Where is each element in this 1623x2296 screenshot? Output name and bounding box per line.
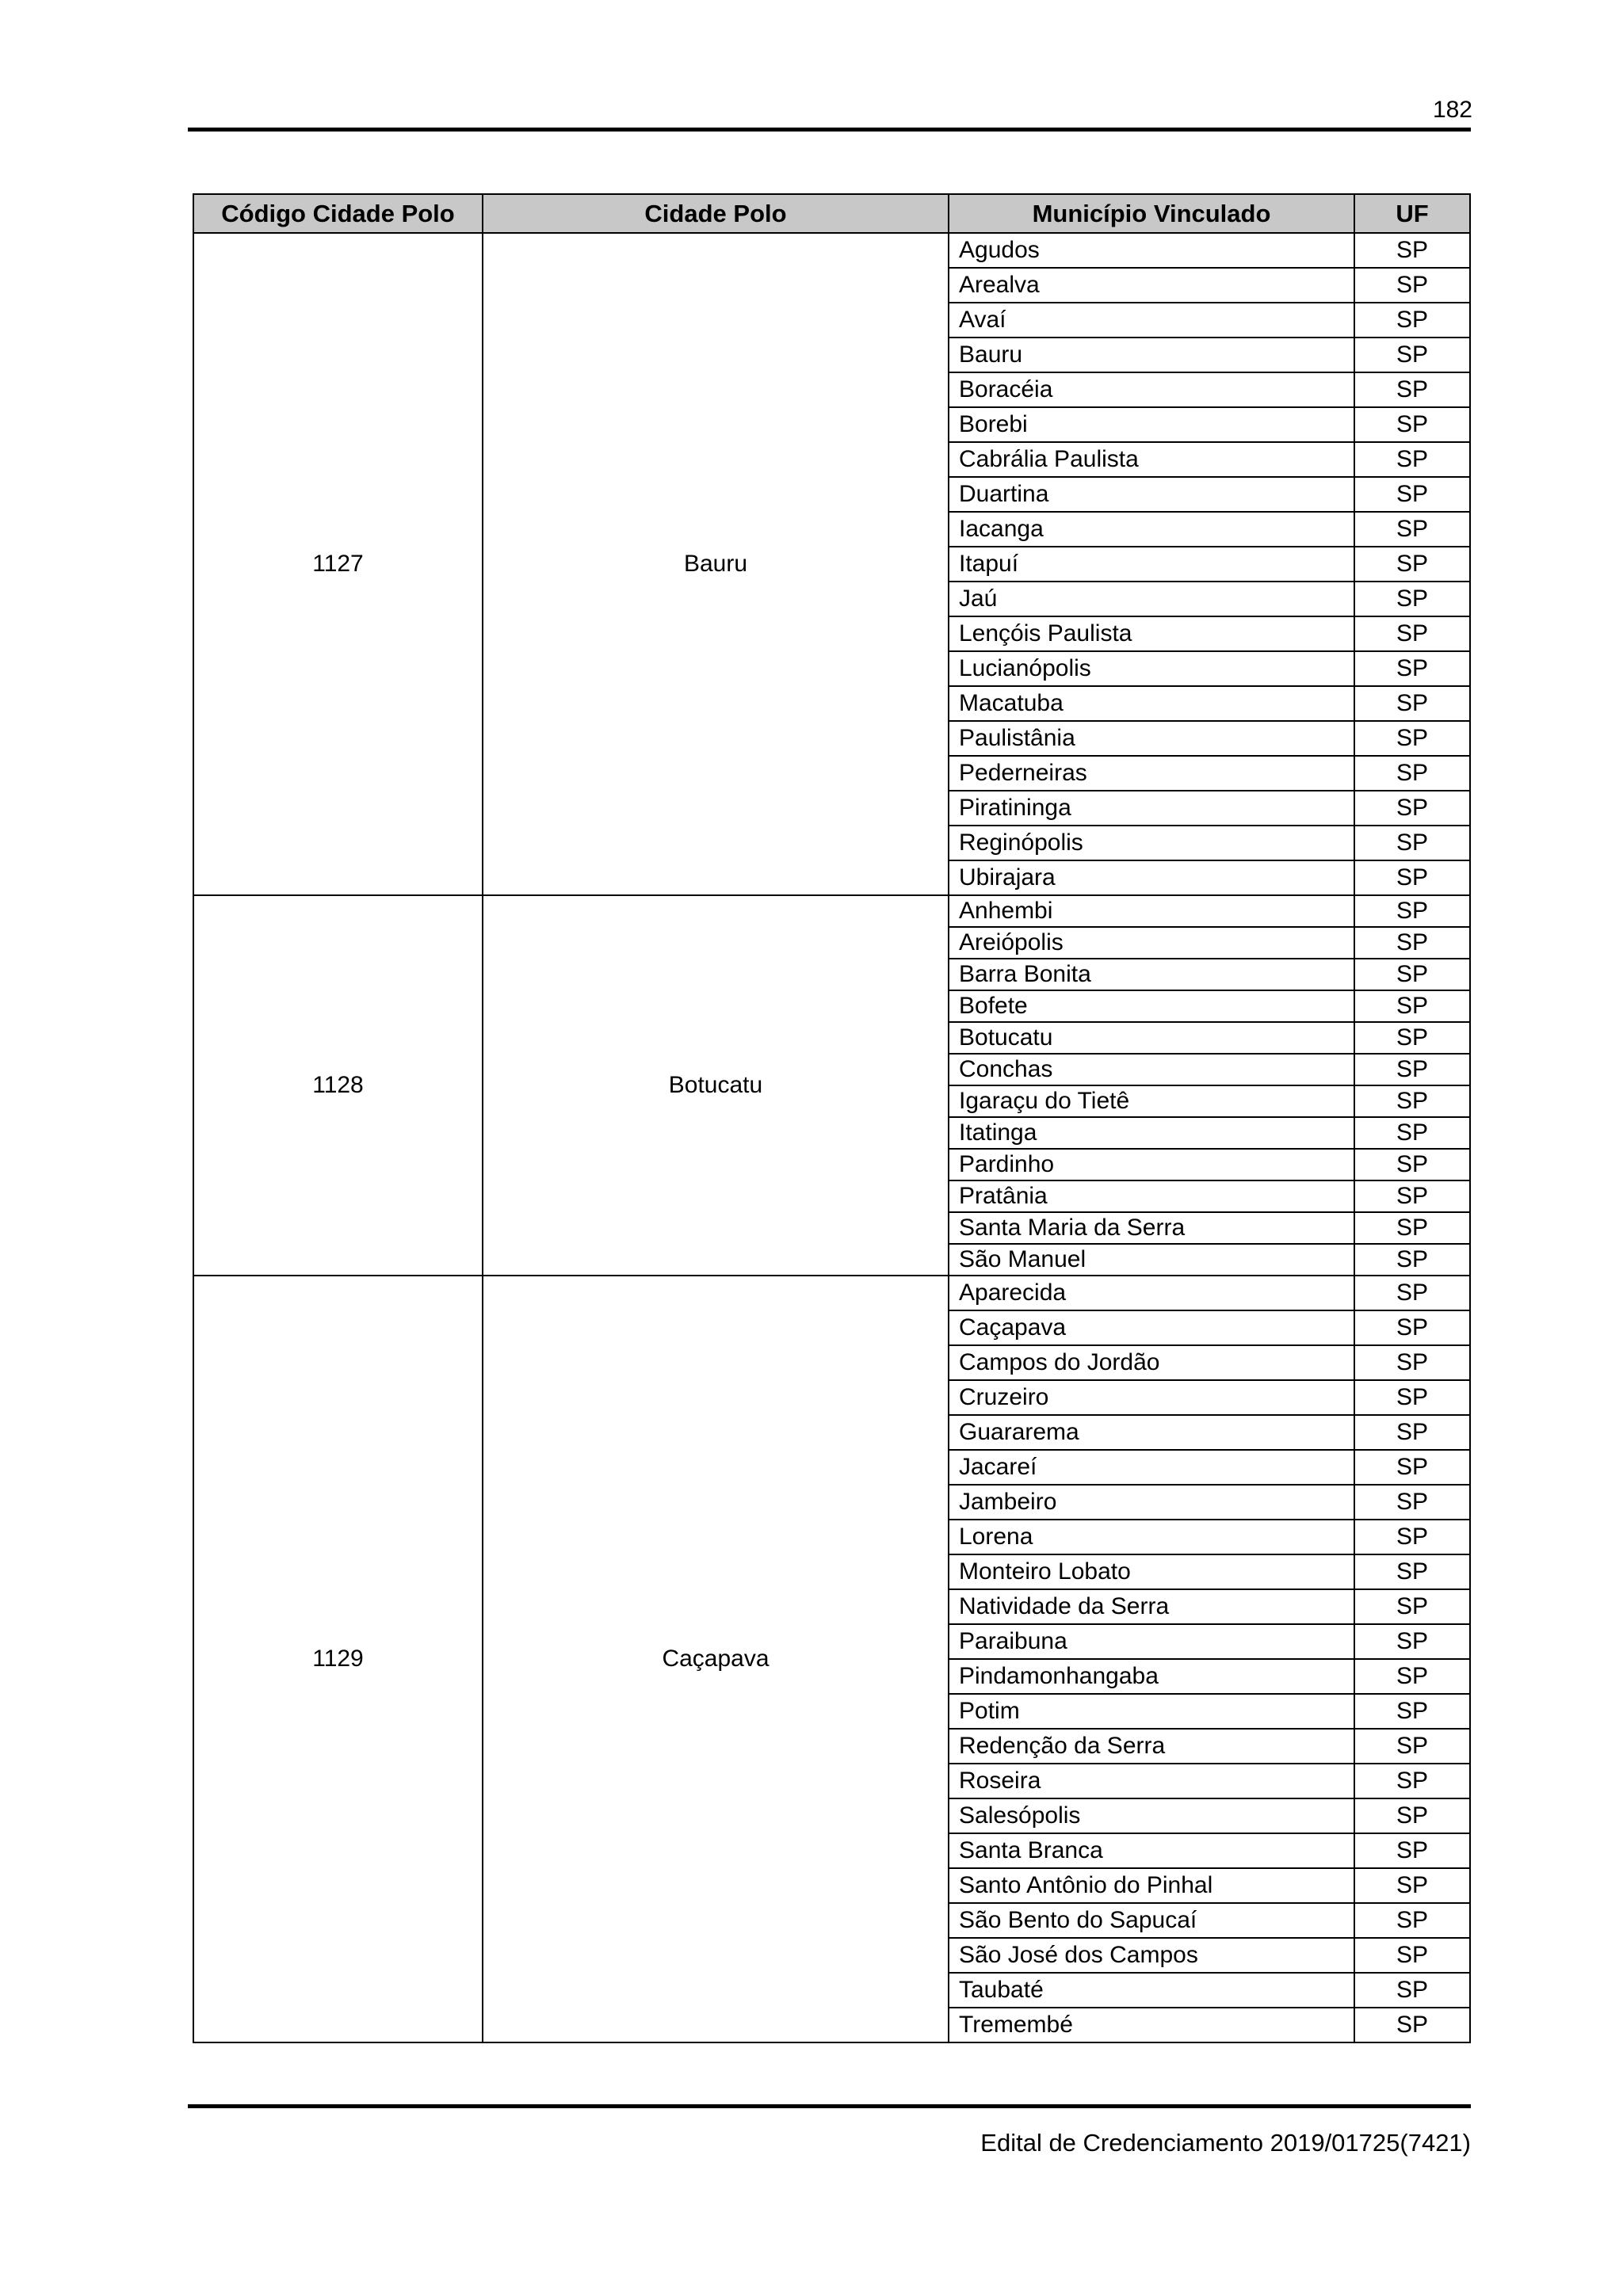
cell-municipio: Tremembé	[949, 2008, 1354, 2042]
cell-uf: SP	[1354, 1833, 1470, 1868]
cell-uf: SP	[1354, 582, 1470, 616]
cell-uf: SP	[1354, 756, 1470, 791]
cell-uf: SP	[1354, 233, 1470, 268]
cell-uf: SP	[1354, 1415, 1470, 1450]
cell-uf: SP	[1354, 1659, 1470, 1694]
cell-uf: SP	[1354, 1973, 1470, 2008]
cell-uf: SP	[1354, 1764, 1470, 1798]
cell-municipio: Duartina	[949, 477, 1354, 512]
cell-municipio: Campos do Jordão	[949, 1345, 1354, 1380]
cell-municipio: Igaraçu do Tietê	[949, 1085, 1354, 1117]
cell-uf: SP	[1354, 303, 1470, 338]
cell-uf: SP	[1354, 1485, 1470, 1520]
cell-municipio: Avaí	[949, 303, 1354, 338]
table-header	[193, 194, 1470, 233]
header-rule	[188, 128, 1471, 132]
cell-municipio: Cruzeiro	[949, 1380, 1354, 1415]
cell-cidade-polo: Bauru	[483, 233, 949, 895]
cell-municipio: Salesópolis	[949, 1798, 1354, 1833]
cell-uf: SP	[1354, 721, 1470, 756]
cell-codigo-cidade-polo: 1127	[193, 233, 483, 895]
cell-municipio: Pederneiras	[949, 756, 1354, 791]
cell-municipio: Caçapava	[949, 1310, 1354, 1345]
cell-uf: SP	[1354, 1149, 1470, 1180]
table-body	[193, 233, 1470, 2042]
cell-uf: SP	[1354, 1085, 1470, 1117]
cell-uf: SP	[1354, 1868, 1470, 1903]
cell-municipio: Aparecida	[949, 1276, 1354, 1310]
cell-uf: SP	[1354, 1380, 1470, 1415]
cell-uf: SP	[1354, 338, 1470, 372]
cell-uf: SP	[1354, 1938, 1470, 1973]
cell-uf: SP	[1354, 1276, 1470, 1310]
cell-uf: SP	[1354, 2008, 1470, 2042]
cell-municipio: Redenção da Serra	[949, 1729, 1354, 1764]
header-row	[193, 194, 1470, 233]
cell-uf: SP	[1354, 1554, 1470, 1589]
cell-municipio: São Manuel	[949, 1244, 1354, 1276]
cell-uf: SP	[1354, 1022, 1470, 1054]
cell-uf: SP	[1354, 927, 1470, 959]
cell-municipio: Anhembi	[949, 895, 1354, 927]
cell-municipio: Paraibuna	[949, 1624, 1354, 1659]
footer-text: Edital de Credenciamento 2019/01725(7421)	[980, 2129, 1471, 2157]
cell-municipio: Pardinho	[949, 1149, 1354, 1180]
cell-municipio: Roseira	[949, 1764, 1354, 1798]
cell-uf: SP	[1354, 1694, 1470, 1729]
polo-municipios-table	[193, 193, 1471, 2043]
cell-codigo-cidade-polo: 1129	[193, 1276, 483, 2042]
cell-municipio: Itatinga	[949, 1117, 1354, 1149]
cell-municipio: Jacareí	[949, 1450, 1354, 1485]
cell-municipio: Lorena	[949, 1520, 1354, 1554]
cell-municipio: Bofete	[949, 990, 1354, 1022]
cell-municipio: São Bento do Sapucaí	[949, 1903, 1354, 1938]
cell-municipio: Conchas	[949, 1054, 1354, 1085]
page-number: 182	[1432, 97, 1472, 123]
cell-uf: SP	[1354, 407, 1470, 442]
cell-municipio: Botucatu	[949, 1022, 1354, 1054]
cell-municipio: Natividade da Serra	[949, 1589, 1354, 1624]
cell-municipio: Boracéia	[949, 372, 1354, 407]
header-cidade-polo: Cidade Polo	[483, 194, 949, 233]
cell-uf: SP	[1354, 1450, 1470, 1485]
footer-rule	[188, 2104, 1471, 2108]
header-municipio-vinculado: Município Vinculado	[949, 194, 1354, 233]
cell-municipio: Iacanga	[949, 512, 1354, 547]
cell-uf: SP	[1354, 268, 1470, 303]
cell-municipio: Piratininga	[949, 791, 1354, 826]
cell-municipio: Pindamonhangaba	[949, 1659, 1354, 1694]
cell-municipio: Arealva	[949, 268, 1354, 303]
cell-municipio: Pratânia	[949, 1180, 1354, 1212]
cell-municipio: Itapuí	[949, 547, 1354, 582]
cell-municipio: Bauru	[949, 338, 1354, 372]
table-row	[193, 233, 1470, 268]
cell-municipio: São José dos Campos	[949, 1938, 1354, 1973]
cell-uf: SP	[1354, 372, 1470, 407]
cell-municipio: Jambeiro	[949, 1485, 1354, 1520]
cell-municipio: Jaú	[949, 582, 1354, 616]
cell-uf: SP	[1354, 1729, 1470, 1764]
cell-municipio: Santo Antônio do Pinhal	[949, 1868, 1354, 1903]
cell-cidade-polo: Botucatu	[483, 895, 949, 1276]
cell-municipio: Borebi	[949, 407, 1354, 442]
cell-uf: SP	[1354, 1180, 1470, 1212]
cell-uf: SP	[1354, 686, 1470, 721]
cell-municipio: Macatuba	[949, 686, 1354, 721]
table-row	[193, 1276, 1470, 1310]
cell-uf: SP	[1354, 477, 1470, 512]
cell-municipio: Guararema	[949, 1415, 1354, 1450]
cell-uf: SP	[1354, 547, 1470, 582]
cell-municipio: Santa Maria da Serra	[949, 1212, 1354, 1244]
cell-uf: SP	[1354, 791, 1470, 826]
cell-uf: SP	[1354, 1903, 1470, 1938]
cell-uf: SP	[1354, 1117, 1470, 1149]
header-codigo-cidade-polo: Código Cidade Polo	[193, 194, 483, 233]
cell-cidade-polo: Caçapava	[483, 1276, 949, 2042]
cell-uf: SP	[1354, 1624, 1470, 1659]
cell-municipio: Barra Bonita	[949, 959, 1354, 990]
cell-uf: SP	[1354, 1520, 1470, 1554]
cell-uf: SP	[1354, 616, 1470, 651]
cell-municipio: Lucianópolis	[949, 651, 1354, 686]
cell-municipio: Monteiro Lobato	[949, 1554, 1354, 1589]
cell-uf: SP	[1354, 1345, 1470, 1380]
cell-municipio: Reginópolis	[949, 826, 1354, 860]
cell-uf: SP	[1354, 442, 1470, 477]
cell-municipio: Taubaté	[949, 1973, 1354, 2008]
cell-uf: SP	[1354, 1212, 1470, 1244]
cell-uf: SP	[1354, 1054, 1470, 1085]
table-row	[193, 895, 1470, 927]
cell-codigo-cidade-polo: 1128	[193, 895, 483, 1276]
cell-uf: SP	[1354, 1310, 1470, 1345]
cell-uf: SP	[1354, 1244, 1470, 1276]
cell-municipio: Potim	[949, 1694, 1354, 1729]
cell-municipio: Santa Branca	[949, 1833, 1354, 1868]
cell-uf: SP	[1354, 1589, 1470, 1624]
cell-uf: SP	[1354, 895, 1470, 927]
cell-uf: SP	[1354, 1798, 1470, 1833]
cell-uf: SP	[1354, 826, 1470, 860]
cell-municipio: Agudos	[949, 233, 1354, 268]
cell-uf: SP	[1354, 512, 1470, 547]
cell-uf: SP	[1354, 860, 1470, 895]
cell-uf: SP	[1354, 990, 1470, 1022]
cell-municipio: Cabrália Paulista	[949, 442, 1354, 477]
cell-municipio: Ubirajara	[949, 860, 1354, 895]
header-uf: UF	[1354, 194, 1470, 233]
cell-municipio: Areiópolis	[949, 927, 1354, 959]
cell-uf: SP	[1354, 651, 1470, 686]
cell-municipio: Lençóis Paulista	[949, 616, 1354, 651]
cell-uf: SP	[1354, 959, 1470, 990]
cell-municipio: Paulistânia	[949, 721, 1354, 756]
